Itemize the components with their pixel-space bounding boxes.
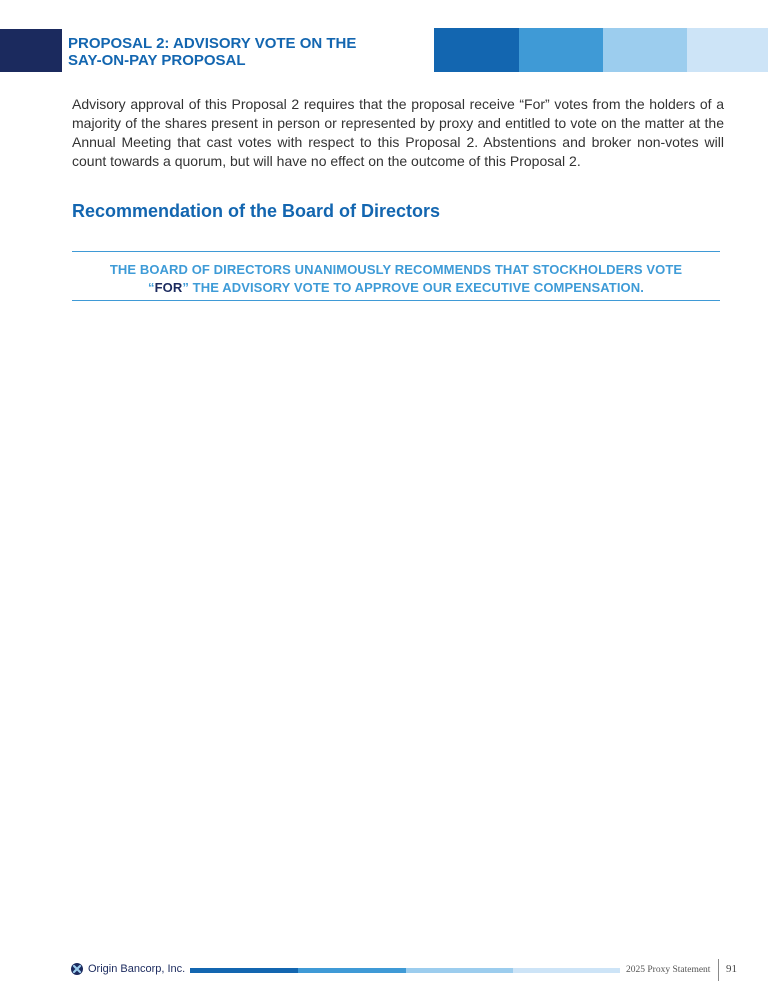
advisory-approval-paragraph: Advisory approval of this Proposal 2 requires that the proposal receive “For” votes from the holders of a majority of the shares present in person or represented by proxy and entitled to vote on the matter at the Annual Meeting that cast votes with respect to this Proposal 2. Abstentions and broker non-votes will count towards a quorum, but will have no effect on the outcome of this Proposal 2. — [72, 96, 724, 169]
origin-x-logo-icon — [71, 963, 83, 975]
header-color-strip-1 — [434, 28, 519, 72]
footer-color-bar-1 — [190, 968, 298, 973]
section-title-line-1: PROPOSAL 2: ADVISORY VOTE ON THE — [68, 35, 357, 52]
footer-company-name: Origin Bancorp, Inc. — [88, 963, 186, 975]
header-color-strip-2 — [519, 28, 603, 72]
footer-color-bar-3 — [406, 968, 513, 973]
board-recommendation-box — [72, 251, 720, 301]
recommendation-line-1: THE BOARD OF DIRECTORS UNANIMOUSLY RECOMMENDS THAT STOCKHOLDERS VOTE — [109, 262, 683, 277]
recommendation-line-2-rest: ” THE ADVISORY VOTE TO APPROVE OUR EXECUTIVE COMPENSATION. — [182, 280, 644, 295]
board-recommendation-text — [72, 261, 720, 297]
footer-color-bar-2 — [298, 968, 406, 973]
footer-document-label: 2025 Proxy Statement — [626, 965, 711, 975]
section-title-line-2: SAY-ON-PAY PROPOSAL — [68, 52, 246, 69]
footer-divider — [718, 959, 719, 981]
header-color-strip-4 — [687, 28, 768, 72]
header-navy-block — [0, 29, 62, 72]
footer-color-bar-4 — [513, 968, 620, 973]
footer-company-logo — [71, 962, 185, 976]
recommendation-open-quote: “ — [148, 280, 155, 295]
header-color-strip-3 — [603, 28, 687, 72]
recommendation-line-2 — [72, 279, 720, 297]
section-title — [68, 35, 408, 69]
recommendation-heading: Recommendation of the Board of Directors — [72, 201, 441, 221]
page-number: 91 — [726, 963, 737, 975]
recommendation-for-word: FOR — [154, 280, 183, 295]
